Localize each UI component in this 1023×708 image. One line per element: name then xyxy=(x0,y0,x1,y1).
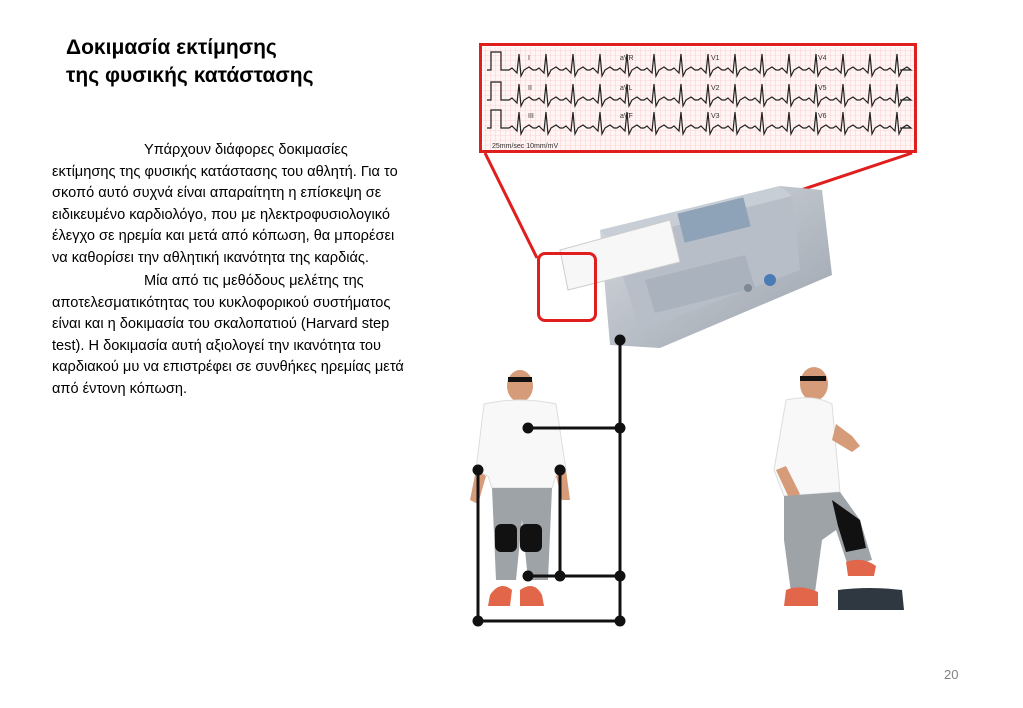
ecg-lead-label: V2 xyxy=(711,85,720,92)
ecg-lead-label: V5 xyxy=(818,85,827,92)
person-stepping xyxy=(774,367,904,610)
ecg-lead-label: I xyxy=(528,55,530,62)
ecg-lead-label: III xyxy=(528,113,534,120)
ecg-lead-label: V6 xyxy=(818,113,827,120)
page-number: 20 xyxy=(944,667,959,682)
ecg-lead-label: aVF xyxy=(620,113,633,120)
ecg-lead-label: aVL xyxy=(620,85,633,92)
ecg-device xyxy=(560,186,832,348)
ecg-lead-label: V1 xyxy=(711,55,720,62)
ecg-zoom-frame xyxy=(479,43,917,153)
zoom-connector-left xyxy=(485,153,537,258)
ecg-lead-label: V4 xyxy=(818,55,827,62)
title-line-2: της φυσικής κατάστασης xyxy=(66,64,314,87)
device-printout-highlight xyxy=(537,252,597,322)
paragraph-1: Υπάρχουν διάφορες δοκιμασίες εκτίμησης της φυσικής κατάστασης του αθλητή. Για το σκοπό αυτό συχνά είναι απαραίτητη η επίσκεψη σε ειδικευμένο καρδιολόγο, που με ηλεκτροφυσιολογικό έλεγχο σε ηρεμία και μετά από κόπωση, θα μπορέσει να καθορίσει την αθλητική ικανότητα της καρδιάς. xyxy=(52,142,398,266)
title-line-1: Δοκιμασία εκτίμησης xyxy=(66,36,277,59)
ecg-lead-label: V3 xyxy=(711,113,720,120)
ecg-lead-label: aVR xyxy=(620,55,634,62)
ecg-footer: 25mm/sec 10mm/mV xyxy=(492,143,559,150)
person-standing xyxy=(470,370,570,606)
ecg-lead-label: II xyxy=(528,85,532,92)
step-platform xyxy=(838,588,904,610)
paragraph-2: Μία από τις μεθόδους μελέτης της αποτελεσματικότητας του κυκλοφορικού συστήματος είναι και η δοκιμασία του σκαλοπατιού (Harvard step test). Η δοκιμασία αυτή αξιολογεί την ικανότητα του καρδιακού μυ να επιστρέφει σε συνθήκες ηρεμίας μετά από έντονη κόπωση. xyxy=(52,273,404,397)
